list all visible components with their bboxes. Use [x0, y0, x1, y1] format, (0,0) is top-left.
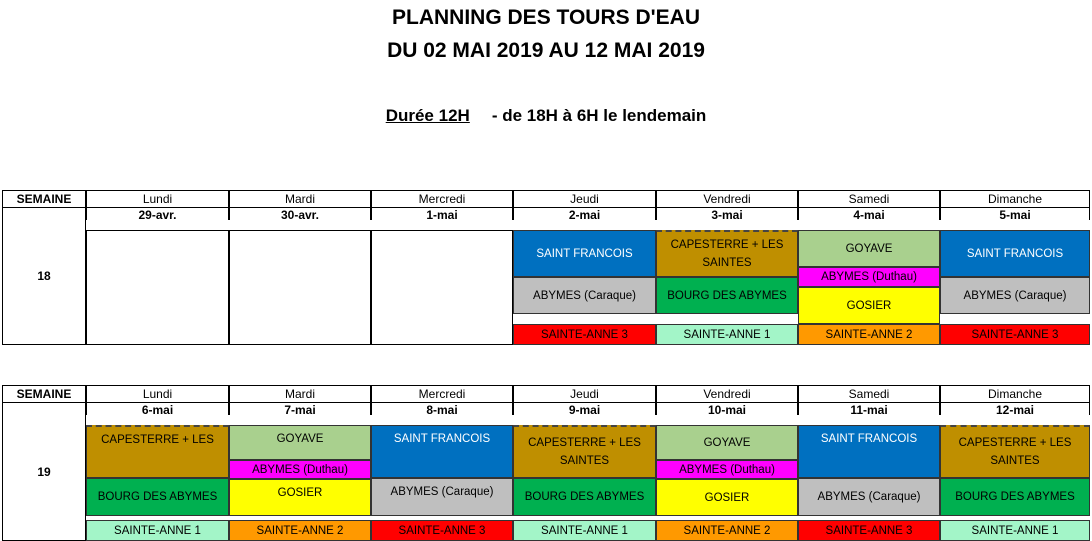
slot-capesterre-les-saintes: CAPESTERRE + LES SAINTES	[940, 425, 1090, 478]
date-cell: 6-mai	[86, 403, 229, 415]
slot-bourg-des-abymes: BOURG DES ABYMES	[656, 277, 798, 314]
date-cell: 11-mai	[798, 403, 940, 415]
date-cell: 2-mai	[513, 208, 656, 220]
day-header-samedi: Samedi	[798, 190, 940, 208]
date-cell: 10-mai	[656, 403, 798, 415]
date-cell: 4-mai	[798, 208, 940, 220]
empty-slot-mercredi	[371, 230, 513, 345]
date-cell: 7-mai	[229, 403, 371, 415]
slot-sainte-anne-1: SAINTE-ANNE 1	[940, 520, 1090, 541]
slot-abymes-caraque: ABYMES (Caraque)	[371, 478, 513, 516]
slot-abymes-caraque: ABYMES (Caraque)	[798, 478, 940, 516]
slot-bourg-des-abymes: BOURG DES ABYMES	[86, 478, 229, 516]
slot-abymes-duthau: ABYMES (Duthau)	[656, 460, 798, 479]
slot-saint-francois: SAINT FRANCOIS	[371, 425, 513, 478]
day-header-dimanche: Dimanche	[940, 190, 1090, 208]
day-header-mardi: Mardi	[229, 190, 371, 208]
day-header-lundi: Lundi	[86, 190, 229, 208]
slot-sainte-anne-3: SAINTE-ANNE 3	[798, 520, 940, 541]
slot-capesterre-les-saintes: CAPESTERRE + LES SAINTES	[513, 425, 656, 478]
day-header-mardi: Mardi	[229, 385, 371, 403]
date-cell: 1-mai	[371, 208, 513, 220]
semaine-header: SEMAINE	[2, 385, 86, 403]
week-number: 18	[2, 208, 86, 345]
slot-sainte-anne-1: SAINTE-ANNE 1	[656, 324, 798, 345]
slot-gosier: GOSIER	[798, 287, 940, 324]
date-cell: 12-mai	[940, 403, 1090, 415]
slot-goyave: GOYAVE	[656, 425, 798, 460]
slot-sainte-anne-2: SAINTE-ANNE 2	[656, 520, 798, 541]
slot-sainte-anne-1: SAINTE-ANNE 1	[86, 520, 229, 541]
date-cell: 3-mai	[656, 208, 798, 220]
week-19-table	[0, 385, 1092, 541]
slot-capesterre-les-saintes: CAPESTERRE + LES SAINTES	[656, 230, 798, 277]
slot-goyave: GOYAVE	[798, 230, 940, 267]
day-header-mercredi: Mercredi	[371, 190, 513, 208]
slot-sainte-anne-3: SAINTE-ANNE 3	[513, 324, 656, 345]
slot-capesterre-les: CAPESTERRE + LES	[86, 425, 229, 478]
week-number: 19	[2, 403, 86, 541]
empty-slot-lundi	[86, 230, 229, 345]
date-cell: 29-avr.	[86, 208, 229, 220]
day-header-jeudi: Jeudi	[513, 190, 656, 208]
duration-label: Durée 12H	[385, 106, 470, 125]
slot-goyave: GOYAVE	[229, 425, 371, 460]
slot-sainte-anne-2: SAINTE-ANNE 2	[798, 324, 940, 345]
date-cell: 8-mai	[371, 403, 513, 415]
slot-gosier: GOSIER	[656, 479, 798, 516]
day-header-dimanche: Dimanche	[940, 385, 1090, 403]
slot-sainte-anne-2: SAINTE-ANNE 2	[229, 520, 371, 541]
duration-line	[0, 106, 1092, 126]
duration-detail: - de 18H à 6H le lendemain	[491, 106, 707, 125]
slot-sainte-anne-3: SAINTE-ANNE 3	[371, 520, 513, 541]
slot-bourg-des-abymes: BOURG DES ABYMES	[513, 478, 656, 516]
slot-saint-francois: SAINT FRANCOIS	[798, 425, 940, 478]
day-header-lundi: Lundi	[86, 385, 229, 403]
week-18-table	[0, 190, 1092, 345]
empty-slot-mardi	[229, 230, 371, 345]
slot-saint-francois: SAINT FRANCOIS	[940, 230, 1090, 277]
day-header-samedi: Samedi	[798, 385, 940, 403]
day-header-mercredi: Mercredi	[371, 385, 513, 403]
day-header-vendredi: Vendredi	[656, 190, 798, 208]
slot-saint-francois: SAINT FRANCOIS	[513, 230, 656, 277]
slot-abymes-caraque: ABYMES (Caraque)	[940, 277, 1090, 314]
date-cell: 9-mai	[513, 403, 656, 415]
slot-abymes-caraque: ABYMES (Caraque)	[513, 277, 656, 314]
slot-sainte-anne-1: SAINTE-ANNE 1	[513, 520, 656, 541]
slot-bourg-des-abymes: BOURG DES ABYMES	[940, 478, 1090, 516]
slot-abymes-duthau: ABYMES (Duthau)	[229, 460, 371, 479]
slot-sainte-anne-3: SAINTE-ANNE 3	[940, 324, 1090, 345]
day-header-jeudi: Jeudi	[513, 385, 656, 403]
semaine-header: SEMAINE	[2, 190, 86, 208]
title-line1: PLANNING DES TOURS D'EAU	[392, 6, 700, 29]
slot-gosier: GOSIER	[229, 479, 371, 516]
date-cell: 30-avr.	[229, 208, 371, 220]
title-line2: DU 02 MAI 2019 AU 12 MAI 2019	[387, 39, 705, 62]
date-cell: 5-mai	[940, 208, 1090, 220]
day-header-vendredi: Vendredi	[656, 385, 798, 403]
slot-abymes-duthau: ABYMES (Duthau)	[798, 267, 940, 287]
